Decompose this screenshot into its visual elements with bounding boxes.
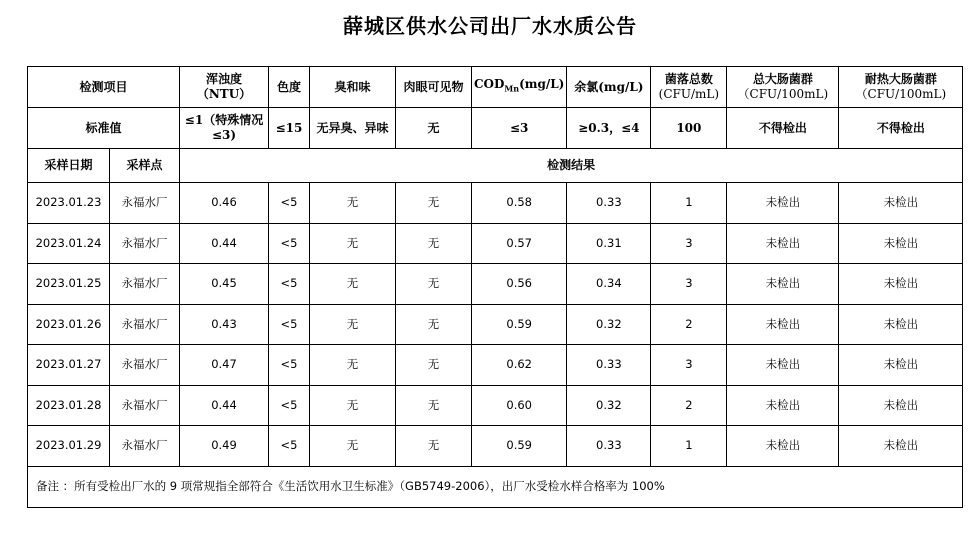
cell-chlorine: 0.34: [567, 264, 651, 305]
cell-site: 永福水厂: [110, 183, 180, 224]
cell-thermo: 未检出: [839, 385, 963, 426]
cell-odor: 无: [310, 345, 396, 386]
cell-coliform: 未检出: [727, 345, 839, 386]
cell-site: 永福水厂: [110, 223, 180, 264]
table-row: [28, 223, 963, 264]
cell-visible: 无: [396, 345, 472, 386]
header-bacteria: 菌落总数 (CFU/mL): [651, 67, 727, 108]
header-thermo: 耐热大肠菌群 （CFU/100mL): [839, 67, 963, 108]
cell-cod: 0.59: [472, 304, 567, 345]
note-text: 备注 ：所有受检出厂水的 9 项常规指全部符合《生活饮用水卫生标准》（GB5749-2006），出厂水受检水样合格率为 100%: [28, 466, 963, 507]
cell-turbidity: 0.44: [180, 223, 269, 264]
cell-visible: 无: [396, 264, 472, 305]
cell-color: <5: [269, 426, 310, 467]
note-row: [28, 466, 963, 507]
standard-row: [28, 108, 963, 149]
cell-odor: 无: [310, 223, 396, 264]
cell-site: 永福水厂: [110, 426, 180, 467]
standard-chlorine: ≥0.3，≤4: [567, 108, 651, 149]
cell-coliform: 未检出: [727, 304, 839, 345]
cell-bacteria: 3: [651, 223, 727, 264]
cell-site: 永福水厂: [110, 345, 180, 386]
cell-cod: 0.60: [472, 385, 567, 426]
cell-turbidity: 0.46: [180, 183, 269, 224]
cell-thermo: 未检出: [839, 264, 963, 305]
page-title: 薛城区供水公司出厂水水质公告: [343, 14, 637, 38]
cell-site: 永福水厂: [110, 304, 180, 345]
cell-visible: 无: [396, 223, 472, 264]
cell-bacteria: 1: [651, 183, 727, 224]
section-row: [28, 149, 963, 183]
standard-color: ≤15: [269, 108, 310, 149]
cell-visible: 无: [396, 183, 472, 224]
cell-cod: 0.62: [472, 345, 567, 386]
standard-turbidity: ≤1（特殊情况≤3): [180, 108, 269, 149]
standard-bacteria: 100: [651, 108, 727, 149]
table-row: [28, 183, 963, 224]
cell-chlorine: 0.33: [567, 183, 651, 224]
cell-thermo: 未检出: [839, 345, 963, 386]
cell-chlorine: 0.32: [567, 385, 651, 426]
header-chlorine: 余氯(mg/L): [567, 67, 651, 108]
cell-chlorine: 0.32: [567, 304, 651, 345]
cell-chlorine: 0.33: [567, 426, 651, 467]
cell-chlorine: 0.33: [567, 345, 651, 386]
cell-color: <5: [269, 304, 310, 345]
cell-turbidity: 0.43: [180, 304, 269, 345]
cell-site: 永福水厂: [110, 264, 180, 305]
header-turbidity: 浑浊度（NTU）: [180, 67, 269, 108]
section-date: 采样日期: [28, 149, 110, 183]
cell-coliform: 未检出: [727, 385, 839, 426]
cell-date: 2023.01.26: [28, 304, 110, 345]
cell-thermo: 未检出: [839, 223, 963, 264]
header-cod: $COD_{Mn}(mg/L)$: [472, 67, 567, 108]
cell-cod: 0.59: [472, 426, 567, 467]
standard-coliform: 不得检出: [727, 108, 839, 149]
header-row: [28, 67, 963, 108]
cell-coliform: 未检出: [727, 223, 839, 264]
table-row: [28, 426, 963, 467]
cell-thermo: 未检出: [839, 183, 963, 224]
table-row: [28, 385, 963, 426]
water-quality-table: [27, 66, 963, 508]
cell-date: 2023.01.24: [28, 223, 110, 264]
header-visible: 肉眼可见物: [396, 67, 472, 108]
standard-label: 标准值: [28, 108, 180, 149]
cell-visible: 无: [396, 304, 472, 345]
header-color: 色度: [269, 67, 310, 108]
cell-date: 2023.01.28: [28, 385, 110, 426]
cell-coliform: 未检出: [727, 264, 839, 305]
cell-bacteria: 3: [651, 264, 727, 305]
cell-cod: 0.58: [472, 183, 567, 224]
standard-cod: ≤3: [472, 108, 567, 149]
cell-turbidity: 0.44: [180, 385, 269, 426]
cell-bacteria: 2: [651, 385, 727, 426]
cell-bacteria: 1: [651, 426, 727, 467]
cell-chlorine: 0.31: [567, 223, 651, 264]
header-coliform: 总大肠菌群 （CFU/100mL): [727, 67, 839, 108]
table-row: [28, 345, 963, 386]
cell-date: 2023.01.29: [28, 426, 110, 467]
cell-cod: 0.57: [472, 223, 567, 264]
table-row: [28, 264, 963, 305]
cell-visible: 无: [396, 385, 472, 426]
standard-thermo: 不得检出: [839, 108, 963, 149]
cell-odor: 无: [310, 426, 396, 467]
cell-date: 2023.01.27: [28, 345, 110, 386]
cell-coliform: 未检出: [727, 426, 839, 467]
standard-visible: 无: [396, 108, 472, 149]
cell-color: <5: [269, 183, 310, 224]
cell-color: <5: [269, 223, 310, 264]
cell-color: <5: [269, 385, 310, 426]
cell-thermo: 未检出: [839, 304, 963, 345]
cell-coliform: 未检出: [727, 183, 839, 224]
cell-date: 2023.01.23: [28, 183, 110, 224]
standard-odor: 无异臭、异味: [310, 108, 396, 149]
cell-turbidity: 0.49: [180, 426, 269, 467]
header-item: 检测项目: [28, 67, 180, 108]
table-row: [28, 304, 963, 345]
cell-odor: 无: [310, 264, 396, 305]
cell-color: <5: [269, 264, 310, 305]
section-results: 检测结果: [180, 149, 963, 183]
cell-color: <5: [269, 345, 310, 386]
section-site: 采样点: [110, 149, 180, 183]
cell-visible: 无: [396, 426, 472, 467]
cell-bacteria: 2: [651, 304, 727, 345]
cell-odor: 无: [310, 385, 396, 426]
cell-date: 2023.01.25: [28, 264, 110, 305]
header-odor: 臭和味: [310, 67, 396, 108]
cell-bacteria: 3: [651, 345, 727, 386]
cell-thermo: 未检出: [839, 426, 963, 467]
cell-cod: 0.56: [472, 264, 567, 305]
cell-site: 永福水厂: [110, 385, 180, 426]
cell-odor: 无: [310, 183, 396, 224]
cell-turbidity: 0.45: [180, 264, 269, 305]
cell-turbidity: 0.47: [180, 345, 269, 386]
cell-odor: 无: [310, 304, 396, 345]
